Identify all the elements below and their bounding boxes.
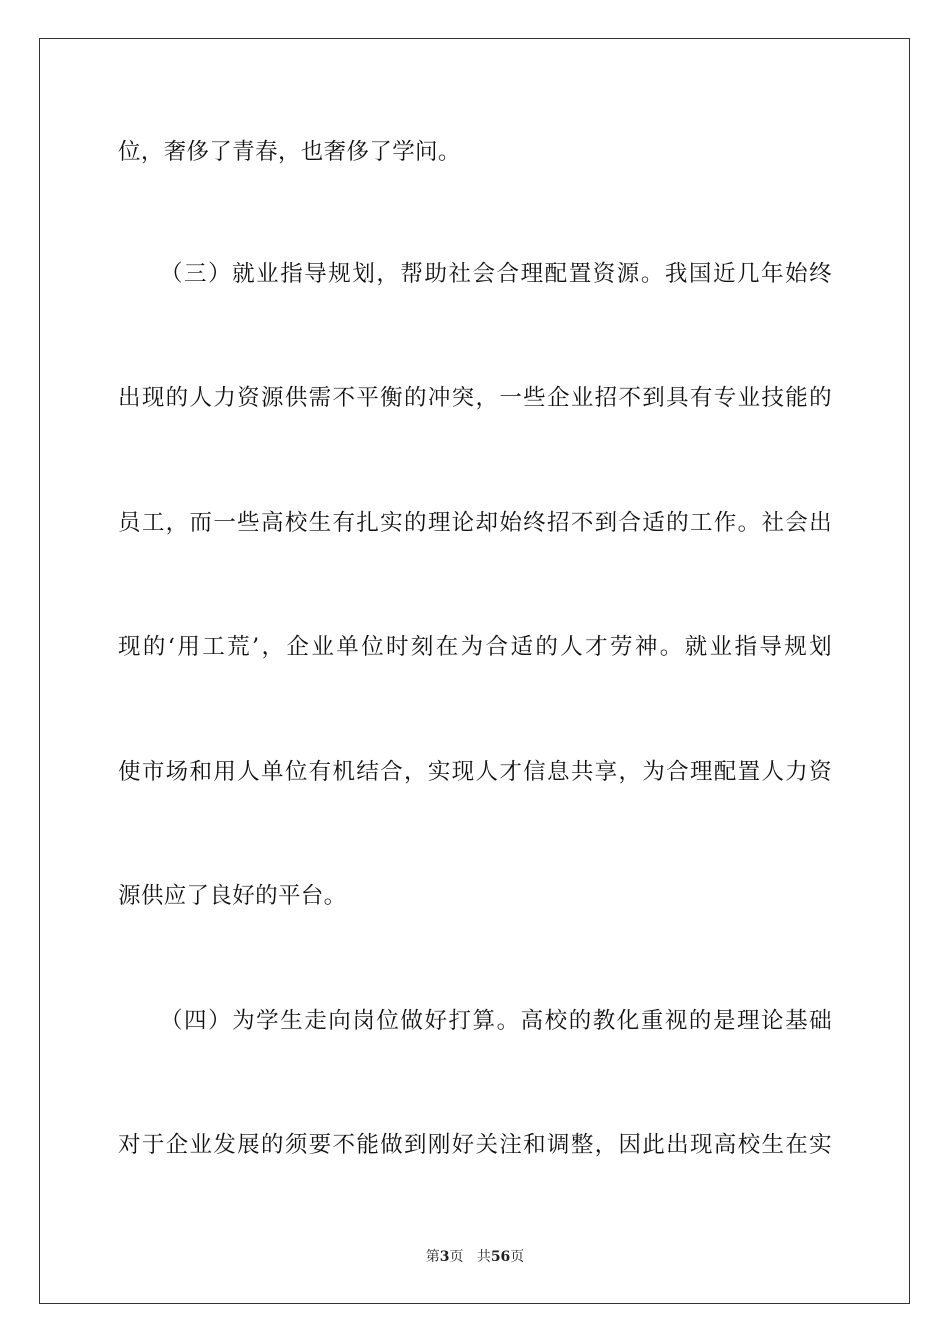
footer-total-prefix: 共 <box>476 1249 491 1265</box>
text-line-2-paragraph-start: （三）就业指导规划，帮助社会合理配置资源。我国近几年始终 <box>160 261 832 287</box>
page-border <box>39 38 910 1304</box>
text-line-6: 使市场和用人单位有机结合，实现人才信息共享，为合理配置人力资 <box>118 759 832 785</box>
footer-total-pages: 56 <box>490 1249 511 1265</box>
footer-page-prefix: 第 <box>425 1249 440 1265</box>
text-line-9: 对于企业发展的须要不能做到刚好关注和调整，因此出现高校生在实 <box>118 1132 832 1158</box>
footer-page-unit: 页 <box>449 1249 464 1265</box>
page-footer <box>0 1248 950 1266</box>
text-line-8-paragraph-start: （四）为学生走向岗位做好打算。高校的教化重视的是理论基础 <box>160 1008 832 1034</box>
footer-total-unit: 页 <box>510 1249 525 1265</box>
text-line-1: 位，奢侈了青春，也奢侈了学问。 <box>118 139 461 165</box>
text-line-4: 员工，而一些高校生有扎实的理论却始终招不到合适的工作。社会出 <box>118 510 832 536</box>
text-line-7: 源供应了良好的平台。 <box>118 883 347 909</box>
text-line-3: 出现的人力资源供需不平衡的冲突，一些企业招不到具有专业技能的 <box>118 385 832 411</box>
footer-current-page: 3 <box>439 1249 450 1265</box>
text-line-5: 现的‘用工荒’，企业单位时刻在为合适的人才劳神。就业指导规划 <box>118 634 832 660</box>
